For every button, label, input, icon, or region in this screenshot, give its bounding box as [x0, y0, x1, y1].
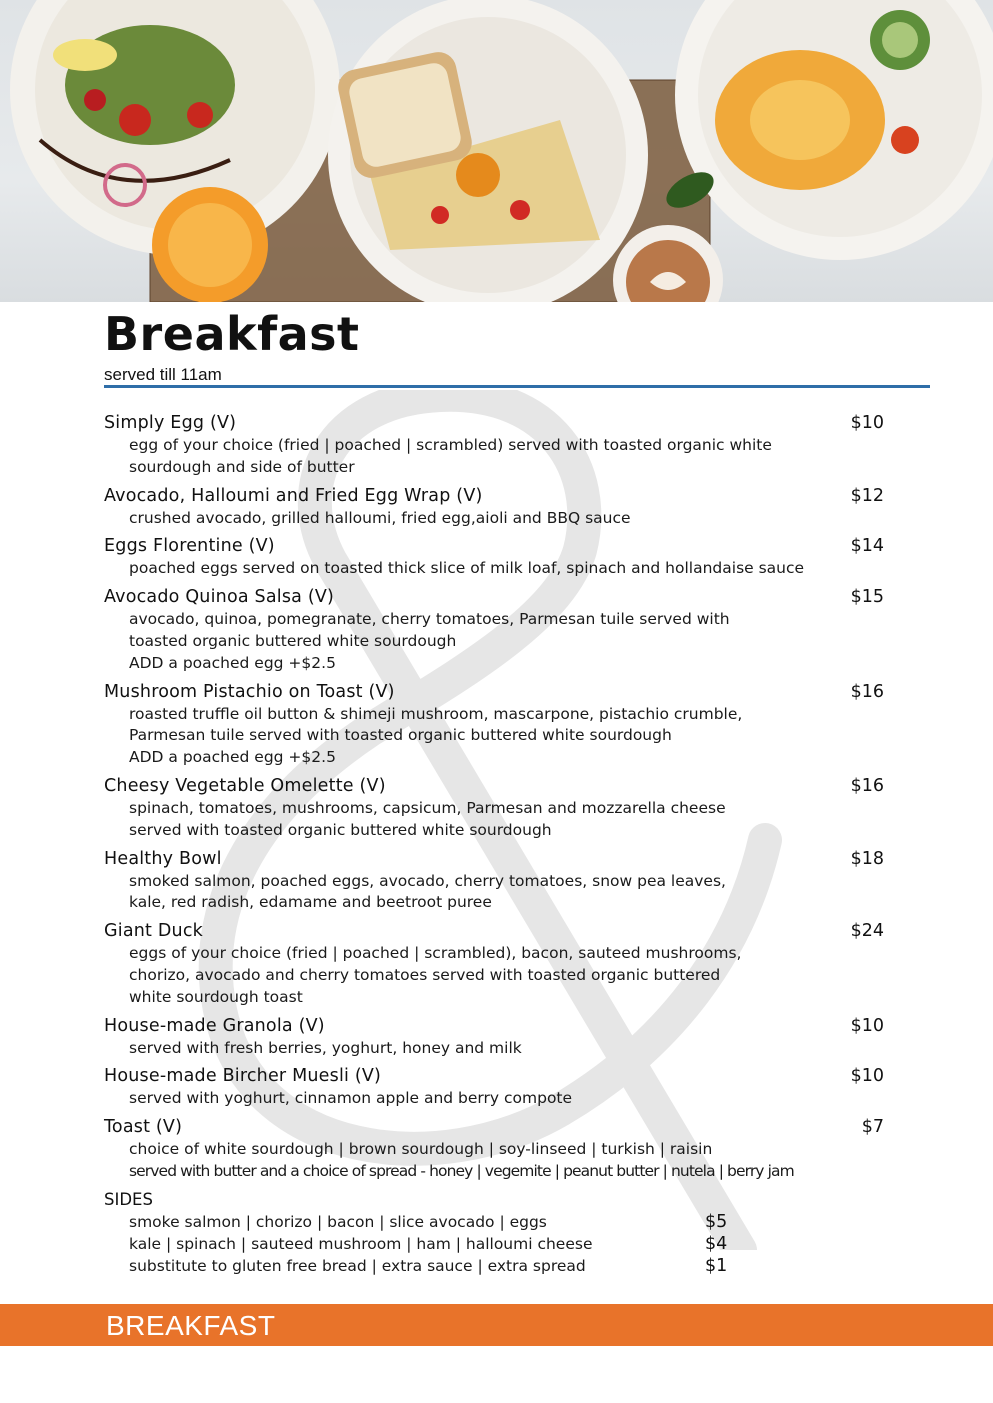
flower [456, 153, 500, 197]
page-title: Breakfast [104, 307, 360, 361]
item-name: House-made Granola (V) [104, 1015, 325, 1036]
item-price: $16 [850, 681, 884, 702]
menu-item [104, 920, 904, 1008]
toast-spreads: served with butter and a choice of spread - honey | vegemite | peanut butter | nutela | berry jam [129, 1161, 794, 1180]
flower [891, 126, 919, 154]
side-price: $4 [705, 1233, 728, 1254]
menu-item [104, 485, 904, 530]
side-row [104, 1255, 904, 1277]
hero-food-photo [0, 0, 993, 302]
menu-item [104, 412, 904, 479]
item-description: crushed avocado, grilled halloumi, fried egg,aioli and BBQ sauce [129, 508, 631, 527]
tomato-slice [431, 206, 449, 224]
menu-item [104, 1116, 904, 1183]
item-description: served with yoghurt, cinnamon apple and berry compote [129, 1089, 573, 1108]
item-price: $12 [850, 485, 884, 506]
side-options: kale | spinach | sauteed mushroom | ham | halloumi cheese [129, 1234, 593, 1253]
item-description: roasted truffle oil button & shimeji mushroom, mascarpone, pistachio crumble, Parmesan tuile served with toasted organic buttered white sourdough ADD a poached egg +$2.5 [129, 704, 743, 767]
side-price: $5 [705, 1211, 728, 1232]
toast-choices: choice of white sourdough | brown sourdough | soy-linseed | turkish | raisin [129, 1140, 713, 1159]
juice-surface [168, 203, 252, 287]
tomato [187, 102, 213, 128]
menu-item [104, 535, 904, 580]
menu-item [104, 1015, 904, 1060]
cucumber-center [882, 22, 918, 58]
menu-item [104, 1065, 904, 1110]
title-divider [104, 385, 930, 388]
item-description: egg of your choice (fried | poached | scrambled) served with toasted organic white sourdough and side of butter [129, 436, 772, 476]
menu-item [104, 848, 904, 915]
menu-item [104, 775, 904, 842]
item-price: $7 [861, 1117, 884, 1138]
side-row [104, 1211, 904, 1233]
item-description: spinach, tomatoes, mushrooms, capsicum, Parmesan and mozzarella cheese served with toasted organic buttered white sourdough [129, 798, 726, 839]
menu-list [104, 412, 904, 1277]
side-price: $1 [705, 1255, 728, 1276]
item-description: eggs of your choice (fried | poached | scrambled), bacon, sauteed mushrooms, chorizo, avocado and cherry tomatoes served with toasted organic buttered white sourdough toast [129, 944, 742, 1006]
item-name: Toast (V) [104, 1117, 183, 1138]
item-name: Avocado Quinoa Salsa (V) [104, 587, 335, 608]
item-price: $15 [850, 587, 884, 608]
lemon [53, 39, 117, 71]
page-subtitle: served till 11am [104, 365, 222, 384]
item-name: Mushroom Pistachio on Toast (V) [104, 681, 395, 702]
item-name: House-made Bircher Muesli (V) [104, 1066, 382, 1087]
sides-section [104, 1189, 904, 1277]
eggs-highlight [750, 80, 850, 160]
item-name: Avocado, Halloumi and Fried Egg Wrap (V) [104, 485, 483, 506]
item-price: $10 [850, 1015, 884, 1036]
item-description: served with fresh berries, yoghurt, honey and milk [129, 1038, 522, 1057]
item-name: Eggs Florentine (V) [104, 536, 275, 557]
item-name: Cheesy Vegetable Omelette (V) [104, 775, 386, 796]
item-price: $18 [850, 848, 884, 869]
item-name: Healthy Bowl [104, 848, 222, 869]
tomato [84, 89, 106, 111]
footer-band [0, 1304, 993, 1346]
footer-label: BREAKFAST [106, 1310, 276, 1341]
breakfast-photo-icon [0, 0, 993, 302]
item-description: smoked salmon, poached eggs, avocado, cherry tomatoes, snow pea leaves, kale, red radish, edamame and beetroot puree [129, 871, 726, 912]
item-price: $16 [850, 775, 884, 796]
item-price: $24 [850, 921, 884, 942]
tomato-slice [510, 200, 530, 220]
item-name: Simply Egg (V) [104, 413, 237, 433]
item-description: avocado, quinoa, pomegranate, cherry tomatoes, Parmesan tuile served with toasted organic buttered white sourdough ADD a poached egg +$2.5 [129, 610, 730, 672]
side-options: substitute to gluten free bread | extra sauce | extra spread [129, 1256, 586, 1275]
menu-item [104, 586, 904, 674]
menu-item [104, 681, 904, 769]
item-description [104, 1139, 904, 1183]
item-price: $10 [850, 1066, 884, 1087]
item-price: $10 [850, 413, 884, 433]
item-price: $14 [850, 536, 884, 557]
side-options: smoke salmon | chorizo | bacon | slice avocado | eggs [129, 1212, 547, 1231]
item-description: poached eggs served on toasted thick slice of milk loaf, spinach and hollandaise sauce [129, 559, 805, 578]
side-row [104, 1233, 904, 1255]
tomato [119, 104, 151, 136]
sides-heading: SIDES [104, 1189, 153, 1209]
item-name: Giant Duck [104, 921, 203, 942]
